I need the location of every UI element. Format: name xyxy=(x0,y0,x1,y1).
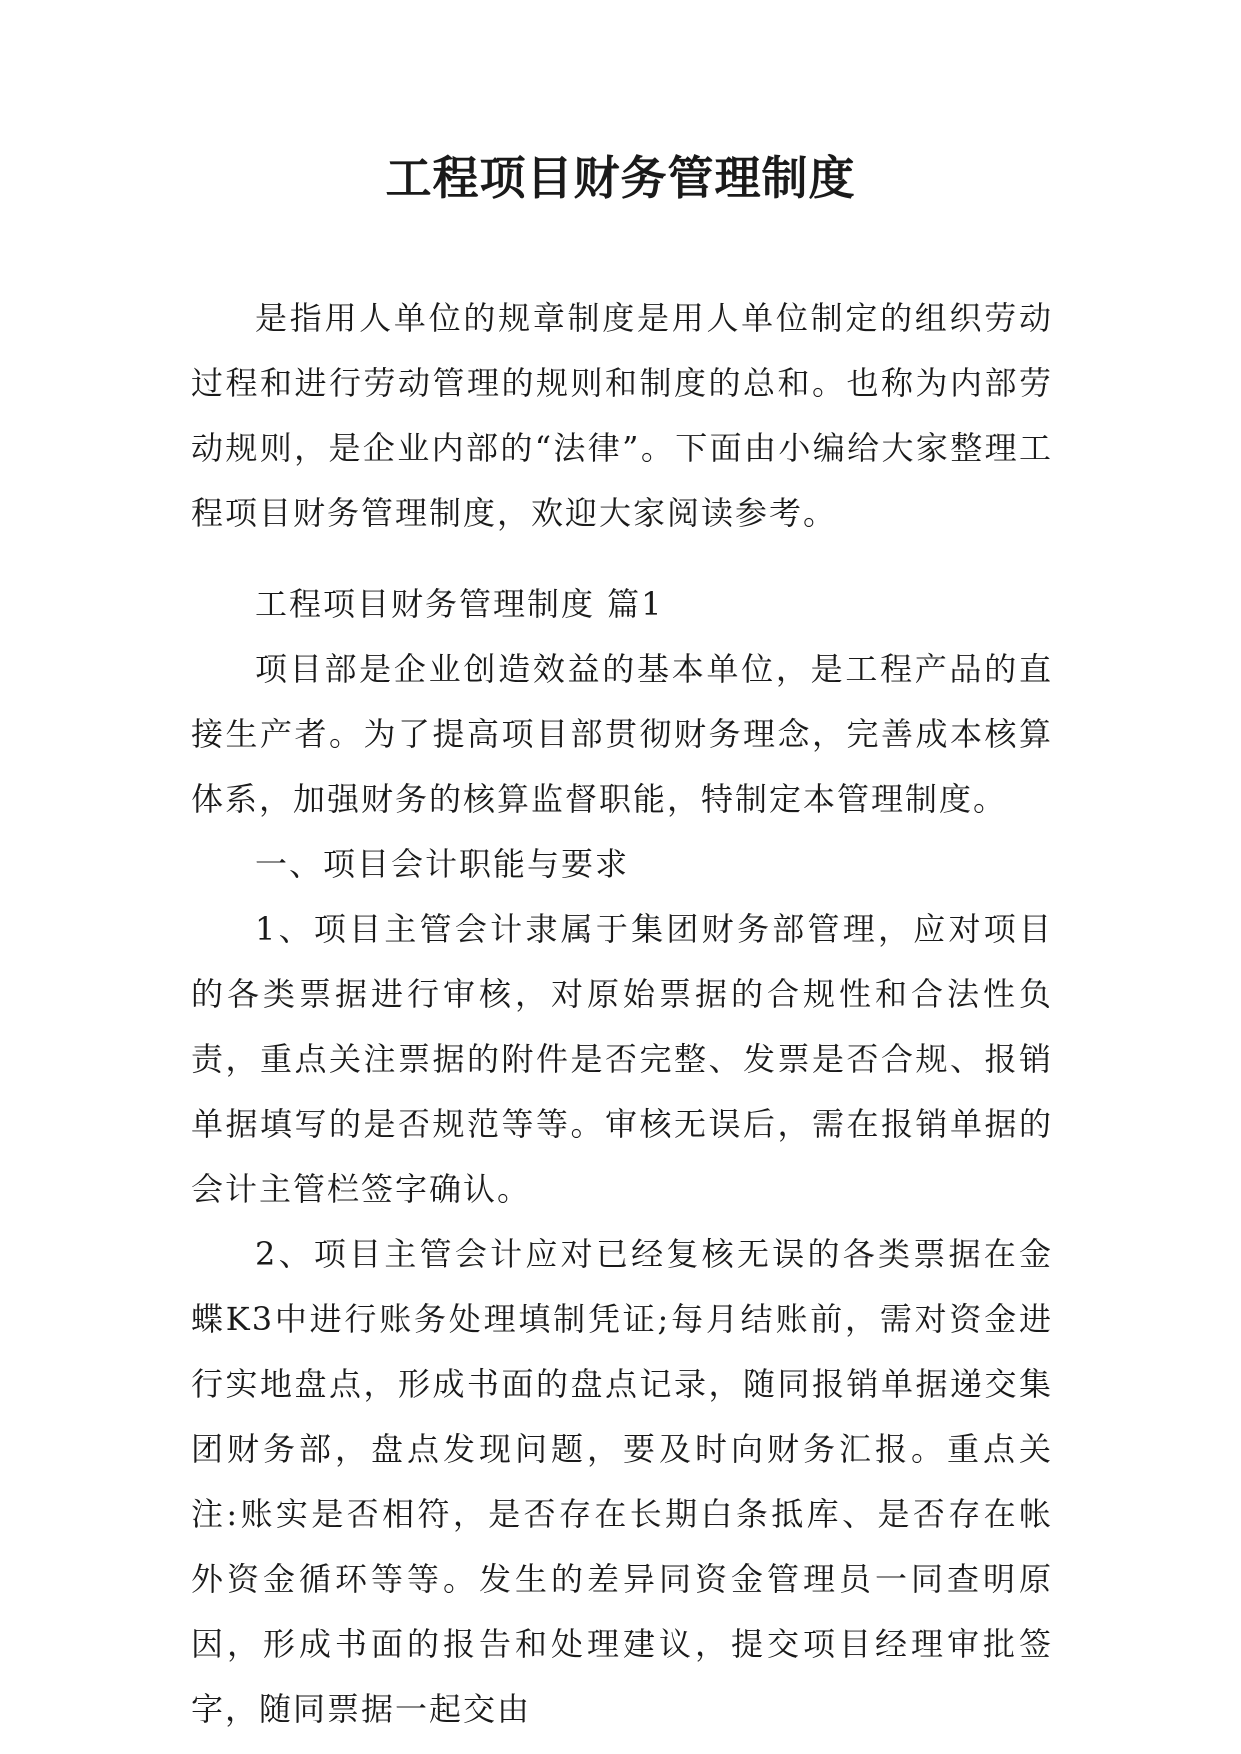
section-heading: 工程项目财务管理制度 篇1 xyxy=(255,585,664,623)
intro-section xyxy=(191,286,1053,546)
document-body xyxy=(191,572,1053,1742)
body-paragraph: 2、项目主管会计应对已经复核无误的各类票据在金蝶K3中进行账务处理填制凭证;每月结账前，需对资金进行实地盘点，形成书面的盘点记录，随同报销单据递交集团财务部，盘点发现问题，要及时向财务汇报。重点关注:账实是否相符，是否存在长期白条抵库、是否存在帐外资金循环等等。发生的差异同资金管理员一同查明原因，形成书面的报告和处理建议，提交项目经理审批签字，随同票据一起交由 xyxy=(191,1235,1053,1728)
body-paragraph: 1、项目主管会计隶属于集团财务部管理，应对项目的各类票据进行审核，对原始票据的合规性和合法性负责，重点关注票据的附件是否完整、发票是否合规、报销单据填写的是否规范等等。审核无误后，需在报销单据的会计主管栏签字确认。 xyxy=(191,910,1053,1208)
body-paragraph: 项目部是企业创造效益的基本单位，是工程产品的直接生产者。为了提高项目部贯彻财务理念，完善成本核算体系，加强财务的核算监督职能，特制定本管理制度。 xyxy=(191,650,1053,818)
document-title: 工程项目财务管理制度 xyxy=(385,151,856,205)
intro-paragraph: 是指用人单位的规章制度是用人单位制定的组织劳动过程和进行劳动管理的规则和制度的总和。也称为内部劳动规则，是企业内部的“法律”。下面由小编给大家整理工程项目财务管理制度，欢迎大家阅读参考。 xyxy=(191,299,1053,532)
subsection-heading: 一、项目会计职能与要求 xyxy=(255,845,630,883)
